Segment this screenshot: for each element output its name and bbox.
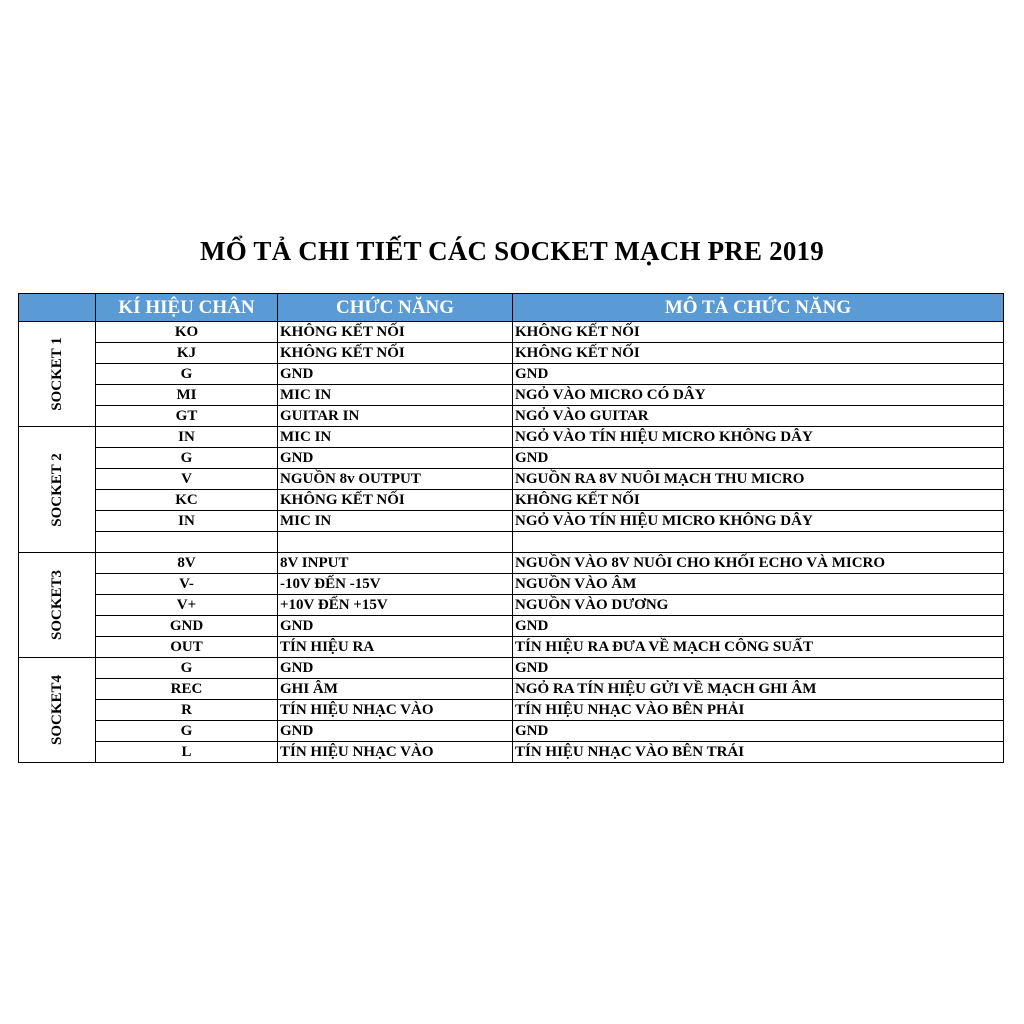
pin-cell: KO — [96, 322, 278, 343]
pin-cell: REC — [96, 679, 278, 700]
description-cell: NGUỒN RA 8V NUÔI MẠCH THU MICRO — [513, 469, 1004, 490]
function-cell: -10V ĐẾN -15V — [278, 574, 513, 595]
description-cell: KHÔNG KẾT NỐI — [513, 343, 1004, 364]
pin-cell: V- — [96, 574, 278, 595]
pin-cell: R — [96, 700, 278, 721]
table-row — [19, 427, 1004, 448]
pin-cell: G — [96, 364, 278, 385]
description-cell: NGỎ VÀO GUITAR — [513, 406, 1004, 427]
description-cell: GND — [513, 448, 1004, 469]
function-cell: KHÔNG KẾT NỐI — [278, 322, 513, 343]
socket-pin-table — [18, 293, 1004, 763]
table-row — [19, 700, 1004, 721]
table-row — [19, 511, 1004, 532]
pin-cell: GT — [96, 406, 278, 427]
function-cell: KHÔNG KẾT NỐI — [278, 343, 513, 364]
pin-cell: V — [96, 469, 278, 490]
pin-cell: OUT — [96, 637, 278, 658]
table-row — [19, 721, 1004, 742]
table-header-row — [19, 294, 1004, 322]
function-cell — [278, 532, 513, 553]
table-row — [19, 616, 1004, 637]
socket-group-label: SOCKET3 — [49, 569, 65, 641]
pin-cell: V+ — [96, 595, 278, 616]
pin-cell: G — [96, 448, 278, 469]
pin-cell: 8V — [96, 553, 278, 574]
function-cell: TÍN HIỆU NHẠC VÀO — [278, 742, 513, 763]
description-cell: NGỎ RA TÍN HIỆU GỬI VỀ MẠCH GHI ÂM — [513, 679, 1004, 700]
table-row — [19, 553, 1004, 574]
table-row — [19, 448, 1004, 469]
table-row — [19, 742, 1004, 763]
pin-cell — [96, 532, 278, 553]
description-cell: KHÔNG KẾT NỐI — [513, 322, 1004, 343]
description-cell: NGUỒN VÀO 8V NUÔI CHO KHỐI ECHO VÀ MICRO — [513, 553, 1004, 574]
socket-group-cell — [19, 427, 96, 553]
table-row — [19, 679, 1004, 700]
description-cell: NGUỒN VÀO ÂM — [513, 574, 1004, 595]
table-body — [19, 322, 1004, 763]
description-cell: TÍN HIỆU RA ĐƯA VỀ MẠCH CÔNG SUẤT — [513, 637, 1004, 658]
description-cell: NGỎ VÀO TÍN HIỆU MICRO KHÔNG DÂY — [513, 511, 1004, 532]
function-cell: TÍN HIỆU NHẠC VÀO — [278, 700, 513, 721]
function-cell: NGUỒN 8v OUTPUT — [278, 469, 513, 490]
pin-cell: G — [96, 658, 278, 679]
function-cell: MIC IN — [278, 427, 513, 448]
table-row — [19, 364, 1004, 385]
pin-cell: IN — [96, 427, 278, 448]
pin-cell: G — [96, 721, 278, 742]
table-row — [19, 322, 1004, 343]
description-cell: NGỎ VÀO MICRO CÓ DÂY — [513, 385, 1004, 406]
function-cell: KHÔNG KẾT NỐI — [278, 490, 513, 511]
table-row — [19, 658, 1004, 679]
header-description: MÔ TẢ CHỨC NĂNG — [513, 294, 1004, 322]
description-cell: GND — [513, 364, 1004, 385]
table-row — [19, 532, 1004, 553]
table-row — [19, 406, 1004, 427]
function-cell: GUITAR IN — [278, 406, 513, 427]
header-group — [19, 294, 96, 322]
function-cell: GND — [278, 721, 513, 742]
socket-group-cell — [19, 658, 96, 763]
function-cell: TÍN HIỆU RA — [278, 637, 513, 658]
function-cell: GND — [278, 448, 513, 469]
table-row — [19, 343, 1004, 364]
function-cell: GND — [278, 364, 513, 385]
pin-cell: IN — [96, 511, 278, 532]
description-cell: TÍN HIỆU NHẠC VÀO BÊN TRÁI — [513, 742, 1004, 763]
socket-group-label: SOCKET 2 — [49, 452, 65, 527]
pin-cell: KC — [96, 490, 278, 511]
page-title: MỔ TẢ CHI TIẾT CÁC SOCKET MẠCH PRE 2019 — [200, 236, 824, 266]
description-cell: GND — [513, 721, 1004, 742]
description-cell: TÍN HIỆU NHẠC VÀO BÊN PHẢI — [513, 700, 1004, 721]
pin-cell: L — [96, 742, 278, 763]
description-cell: GND — [513, 658, 1004, 679]
description-cell: NGUỒN VÀO DƯƠNG — [513, 595, 1004, 616]
function-cell: +10V ĐẾN +15V — [278, 595, 513, 616]
table-row — [19, 637, 1004, 658]
socket-group-cell — [19, 553, 96, 658]
header-function: CHỨC NĂNG — [278, 294, 513, 322]
description-cell: KHÔNG KẾT NỐI — [513, 490, 1004, 511]
table-row — [19, 469, 1004, 490]
pin-cell: GND — [96, 616, 278, 637]
description-cell — [513, 532, 1004, 553]
socket-group-label: SOCKET 1 — [49, 337, 65, 411]
function-cell: GHI ÂM — [278, 679, 513, 700]
description-cell: GND — [513, 616, 1004, 637]
function-cell: MIC IN — [278, 385, 513, 406]
function-cell: GND — [278, 616, 513, 637]
socket-group-cell — [19, 322, 96, 427]
pin-cell: KJ — [96, 343, 278, 364]
socket-group-label: SOCKET4 — [49, 674, 65, 746]
pin-cell: MI — [96, 385, 278, 406]
header-pin: KÍ HIỆU CHÂN — [96, 294, 278, 322]
function-cell: MIC IN — [278, 511, 513, 532]
function-cell: 8V INPUT — [278, 553, 513, 574]
table-row — [19, 385, 1004, 406]
table-row — [19, 574, 1004, 595]
table-row — [19, 490, 1004, 511]
table-row — [19, 595, 1004, 616]
description-cell: NGỎ VÀO TÍN HIỆU MICRO KHÔNG DÂY — [513, 427, 1004, 448]
function-cell: GND — [278, 658, 513, 679]
